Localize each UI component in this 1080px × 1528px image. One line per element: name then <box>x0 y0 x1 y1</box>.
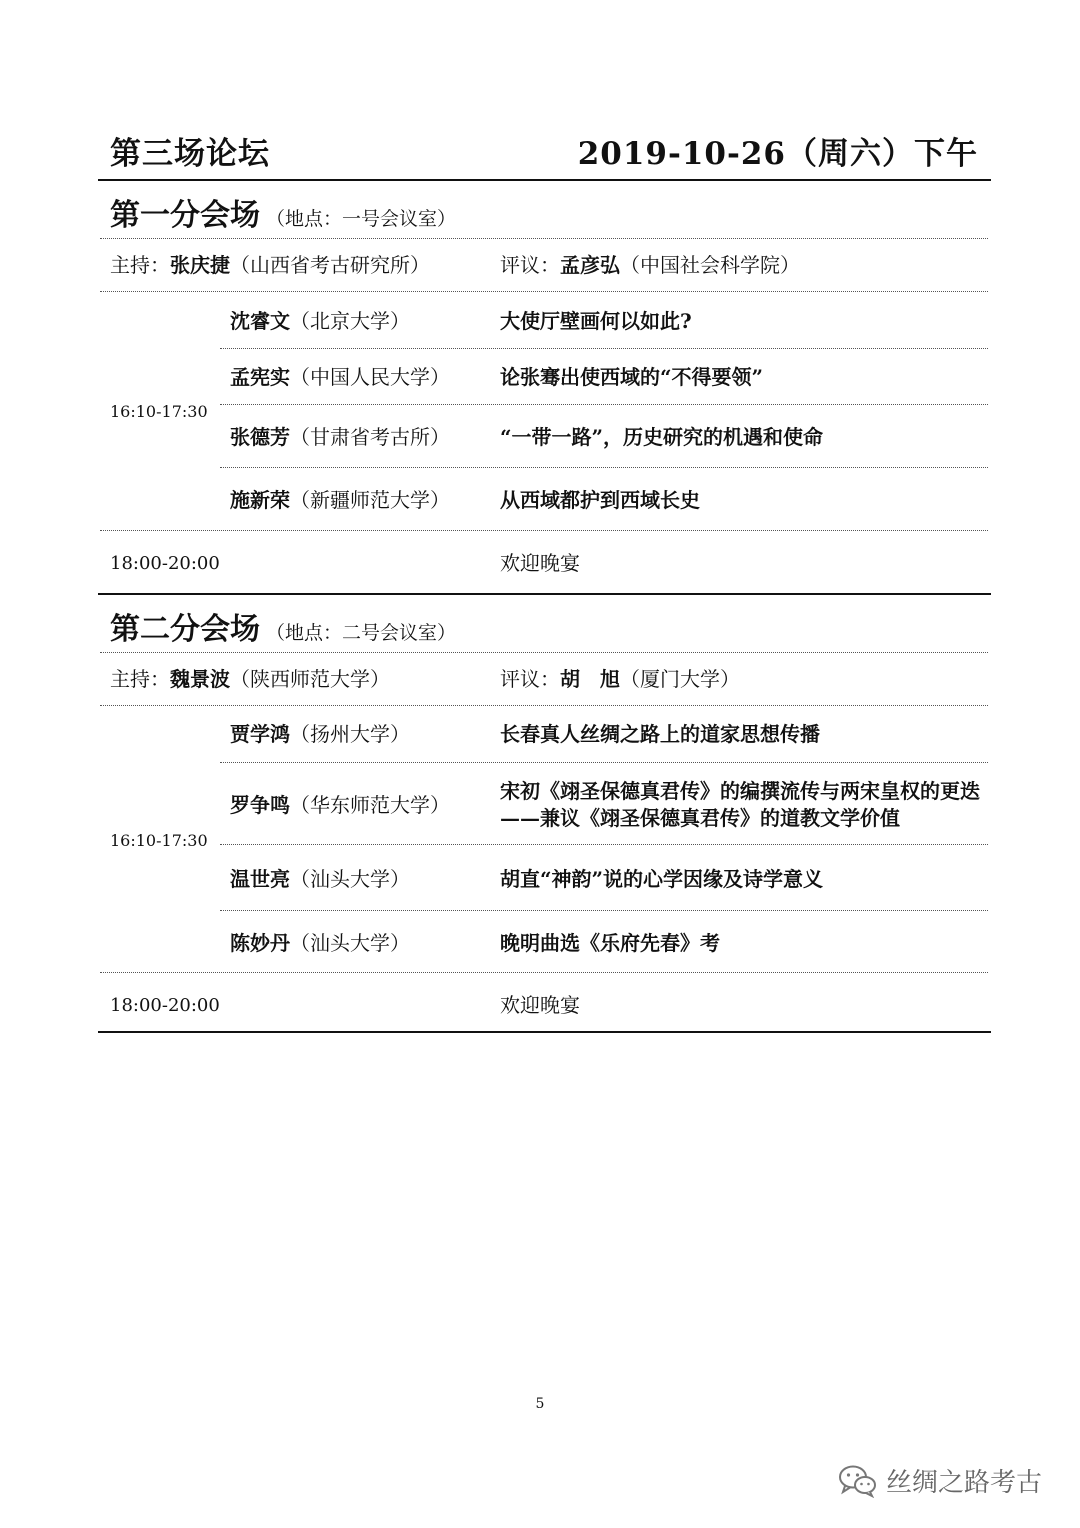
session-time: 16:10-17:30 <box>110 402 208 421</box>
host <box>110 252 430 278</box>
reviewer <box>500 252 800 278</box>
talk-speaker <box>230 487 450 513</box>
talk-subtitle: ——兼议《翊圣保德真君传》的道教文学价值 <box>500 806 900 830</box>
divider <box>220 844 988 845</box>
speaker-org: （新疆师范大学） <box>290 488 450 512</box>
talk-speaker <box>230 364 450 390</box>
speaker-name: 罗争鸣 <box>230 793 290 817</box>
venue-name: 第二分会场 <box>110 612 260 647</box>
speaker-org: （甘肃省考古所） <box>290 425 450 449</box>
forum-date: 2019-10-26（周六）下午 <box>577 136 978 172</box>
divider <box>98 1031 991 1033</box>
dinner-label: 欢迎晚宴 <box>500 993 580 1017</box>
venue-title <box>110 190 456 234</box>
forum-header <box>110 128 978 172</box>
speaker-name: 孟宪实 <box>230 365 290 389</box>
session-time: 16:10-17:30 <box>110 831 208 850</box>
talk-title: 论张骞出使西域的“不得要领” <box>500 365 764 389</box>
host-name: 魏景波 <box>170 667 230 691</box>
talk-speaker <box>230 792 450 818</box>
reviewer-name: 胡 旭 <box>560 667 620 691</box>
reviewer-name: 孟彦弘 <box>560 253 620 277</box>
reviewer-org: （厦门大学） <box>620 667 740 691</box>
speaker-org: （华东师范大学） <box>290 793 450 817</box>
speaker-org: （汕头大学） <box>290 931 410 955</box>
speaker-name: 贾学鸿 <box>230 722 290 746</box>
talk-speaker <box>230 930 410 956</box>
dinner-time: 18:00-20:00 <box>110 995 220 1016</box>
divider <box>100 972 988 973</box>
host-label: 主持： <box>110 667 170 691</box>
talk-speaker <box>230 308 410 334</box>
venue-location: （地点：二号会议室） <box>266 622 457 644</box>
divider <box>220 348 988 349</box>
talk-title: 晚明曲选《乐府先春》考 <box>500 931 720 955</box>
venue-name: 第一分会场 <box>110 198 260 233</box>
divider <box>100 652 988 653</box>
divider <box>98 593 991 595</box>
talk-title: 胡直“神韵”说的心学因缘及诗学意义 <box>500 867 824 891</box>
host-name: 张庆捷 <box>170 253 230 277</box>
host <box>110 666 390 692</box>
divider <box>100 705 988 706</box>
talk-title: 宋初《翊圣保德真君传》的编撰流传与两宋皇权的更迭 <box>500 779 980 803</box>
divider <box>220 404 988 405</box>
divider <box>100 238 988 239</box>
talk-speaker <box>230 721 410 747</box>
talk-title: 大使厅壁画何以如此? <box>500 309 692 333</box>
speaker-name: 张德芳 <box>230 425 290 449</box>
venue-title <box>110 604 456 648</box>
speaker-org: （扬州大学） <box>290 722 410 746</box>
speaker-name: 施新荣 <box>230 488 290 512</box>
dinner-label: 欢迎晚宴 <box>500 551 580 575</box>
speaker-org: （北京大学） <box>290 309 410 333</box>
host-label: 主持： <box>110 253 170 277</box>
venue-location: （地点：一号会议室） <box>266 208 457 230</box>
speaker-name: 陈妙丹 <box>230 931 290 955</box>
speaker-name: 沈睿文 <box>230 309 290 333</box>
talk-title: 长春真人丝绸之路上的道家思想传播 <box>500 722 820 746</box>
divider <box>100 530 988 531</box>
divider <box>220 910 988 911</box>
divider <box>100 291 988 292</box>
forum-title: 第三场论坛 <box>110 136 270 172</box>
watermark <box>838 1462 1042 1499</box>
talk-title: 从西域都护到西域长史 <box>500 488 700 512</box>
speaker-org: （中国人民大学） <box>290 365 450 389</box>
talk-speaker <box>230 424 450 450</box>
host-org: （山西省考古研究所） <box>230 253 430 277</box>
host-org: （陕西师范大学） <box>230 667 390 691</box>
speaker-org: （汕头大学） <box>290 867 410 891</box>
speaker-name: 温世亮 <box>230 867 290 891</box>
divider <box>220 467 988 468</box>
watermark-text: 丝绸之路考古 <box>886 1468 1043 1498</box>
dinner-time: 18:00-20:00 <box>110 553 220 574</box>
reviewer-org: （中国社会科学院） <box>620 253 800 277</box>
divider <box>98 179 991 181</box>
page-number: 5 <box>535 1396 545 1412</box>
reviewer-label: 评议： <box>500 667 560 691</box>
talk-speaker <box>230 866 410 892</box>
divider <box>220 762 988 763</box>
wechat-icon <box>838 1464 878 1498</box>
talk-title: “一带一路”，历史研究的机遇和使命 <box>500 425 824 449</box>
reviewer-label: 评议： <box>500 253 560 277</box>
reviewer <box>500 666 740 692</box>
